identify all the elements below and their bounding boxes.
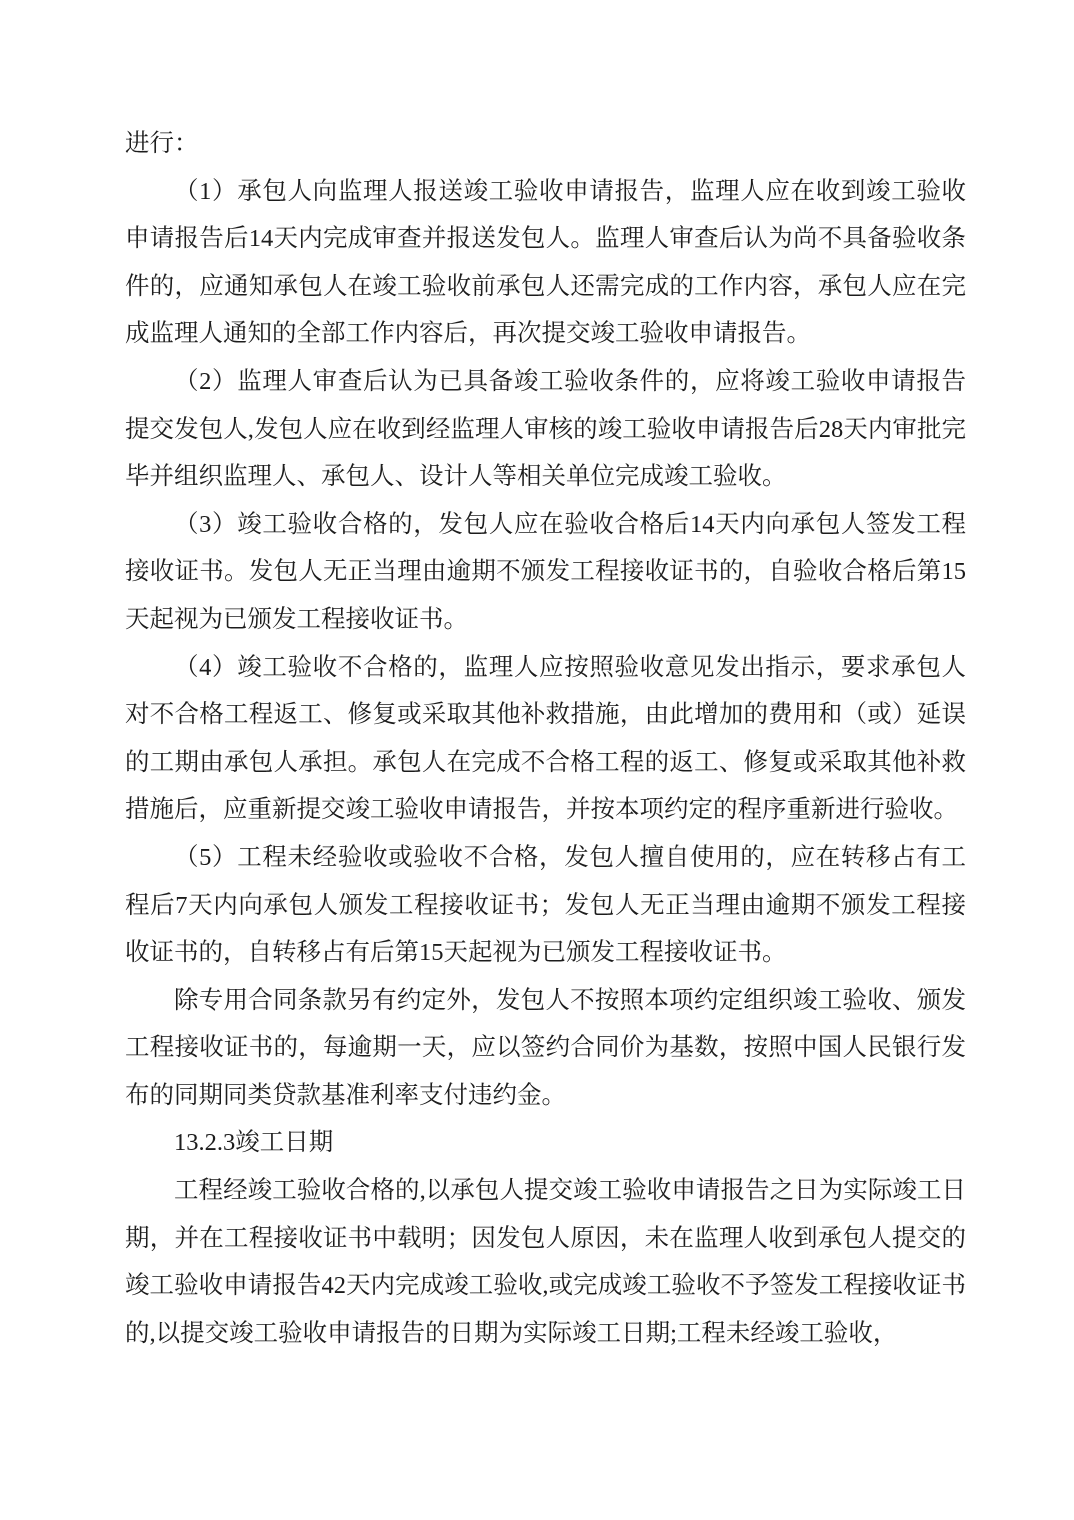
paragraph-item-5: （5）工程未经验收或验收不合格，发包人擅自使用的，应在转移占有工程后7天内向承包人颁发工程接收证书；发包人无正当理由逾期不颁发工程接收证书的，自转移占有后第15天起视为已颁发工程接收证书。 bbox=[125, 843, 966, 967]
paragraph-completion-date-clause: 工程经竣工验收合格的,以承包人提交竣工验收申请报告之日为实际竣工日期，并在工程接收证书中载明；因发包人原因，未在监理人收到承包人提交的竣工验收申请报告42天内完成竣工验收,或完成竣工验收不予签发工程接收证书的,以提交竣工验收申请报告的日期为实际竣工日期;工程未经竣工验收， bbox=[125, 1177, 966, 1347]
paragraph-item-4: （4）竣工验收不合格的，监理人应按照验收意见发出指示，要求承包人对不合格工程返工、修复或采取其他补救措施，由此增加的费用和（或）延误的工期由承包人承担。承包人在完成不合格工程的返工、修复或采取其他补救措施后，应重新提交竣工验收申请报告，并按本项约定的程序重新进行验收。 bbox=[125, 653, 966, 824]
paragraph-item-3: （3）竣工验收合格的，发包人应在验收合格后14天内向承包人签发工程接收证书。发包人无正当理由逾期不颁发工程接收证书的，自验收合格后第15天起视为已颁发工程接收证书。 bbox=[125, 510, 966, 633]
paragraph-item-2: （2）监理人审查后认为已具备竣工验收条件的，应将竣工验收申请报告提交发包人,发包人应在收到经监理人审核的竣工验收申请报告后28天内审批完毕并组织监理人、承包人、设计人等相关单位完成竣工验收。 bbox=[125, 367, 966, 491]
paragraph-penalty-clause: 除专用合同条款另有约定外，发包人不按照本项约定组织竣工验收、颁发工程接收证书的，每逾期一天，应以签约合同价为基数，按照中国人民银行发布的同期同类贷款基准利率支付违约金。 bbox=[125, 986, 966, 1109]
paragraph-continuation: 进行： bbox=[125, 130, 199, 157]
paragraph-item-1: （1）承包人向监理人报送竣工验收申请报告，监理人应在收到竣工验收申请报告后14天内完成审查并报送发包人。监理人审查后认为尚不具备验收条件的，应通知承包人在竣工验收前承包人还需完成的工作内容，承包人应在完成监理人通知的全部工作内容后，再次提交竣工验收申请报告。 bbox=[125, 177, 966, 348]
section-heading-13-2-3: 13.2.3竣工日期 bbox=[174, 1129, 334, 1157]
